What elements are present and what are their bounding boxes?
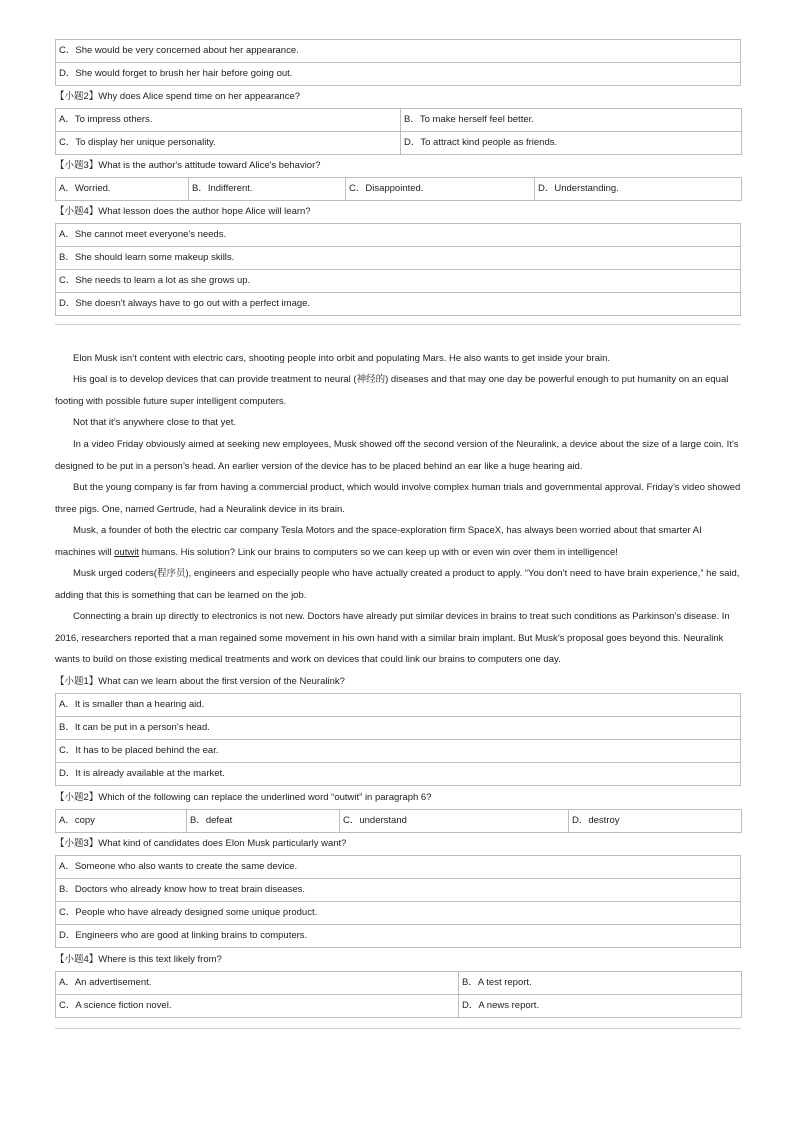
option-b[interactable]: B．defeat xyxy=(187,810,340,833)
option-a[interactable]: A．Someone who also wants to create the same device. xyxy=(56,856,741,879)
option-b[interactable]: B．It can be put in a person’s head. xyxy=(56,717,741,740)
s1-q3-options xyxy=(55,177,742,201)
s2-q3-options xyxy=(55,855,741,948)
option-row xyxy=(56,925,741,948)
option-row xyxy=(56,247,741,270)
option-row xyxy=(56,879,741,902)
option-row xyxy=(56,293,741,316)
option-d[interactable]: D．She would forget to brush her hair before going out. xyxy=(56,63,741,86)
option-c[interactable]: C．understand xyxy=(340,810,569,833)
passage-paragraph-2: His goal is to develop devices that can provide treatment to neural (神经的) diseases and that may one day be powerful enough to put humanity on an equal footing with possible future super intelligent computers. xyxy=(55,374,729,407)
s1-q4-options xyxy=(55,223,741,316)
passage-paragraph-5: But the young company is far from having a commercial product, which would involve complex human trials and governmental approval. Friday’s video showed three pigs. One, named Gertrude, had a Neuralink device in its brain. xyxy=(55,482,741,515)
option-row xyxy=(56,972,742,995)
option-c[interactable]: C．She needs to learn a lot as she grows up. xyxy=(56,270,741,293)
option-d[interactable]: D．She doesn't always have to go out with a perfect image. xyxy=(56,293,741,316)
option-row xyxy=(56,995,742,1018)
s2-q4-options xyxy=(55,971,742,1018)
option-a[interactable]: A．She cannot meet everyone's needs. xyxy=(56,224,741,247)
option-row xyxy=(56,178,742,201)
option-c[interactable]: C．She would be very concerned about her appearance. xyxy=(56,40,741,63)
section-divider xyxy=(55,324,741,325)
option-row xyxy=(56,270,741,293)
option-a[interactable]: A．To impress others. xyxy=(56,109,401,132)
option-a[interactable]: A．Worried. xyxy=(56,178,189,201)
s1-q1-options xyxy=(55,39,741,86)
option-a[interactable]: A．It is smaller than a hearing aid. xyxy=(56,694,741,717)
option-row xyxy=(56,856,741,879)
option-a[interactable]: A．An advertisement. xyxy=(56,972,459,995)
option-b[interactable]: B．A test report. xyxy=(459,972,742,995)
passage-paragraph-4: In a video Friday obviously aimed at seeking new employees, Musk showed off the second version of the Neuralink, a device about the size of a large coin. It’s designed to be put in a person’s head. An earlier version of the device has to be placed behind an ear like a huge hearing aid. xyxy=(55,439,739,472)
option-d[interactable]: D．Engineers who are good at linking brains to computers. xyxy=(56,925,741,948)
s2-q1-question: 【小题1】What can we learn about the first version of the Neuralink? xyxy=(55,676,345,687)
option-row xyxy=(56,694,741,717)
option-row xyxy=(56,109,742,132)
section-divider xyxy=(55,1028,741,1029)
option-d[interactable]: D．To attract kind people as friends. xyxy=(401,132,742,155)
s2-q2-options xyxy=(55,809,742,833)
option-c[interactable]: C．People who have already designed some unique product. xyxy=(56,902,741,925)
s2-q1-options xyxy=(55,693,741,786)
s2-q3-question: 【小题3】What kind of candidates does Elon Musk particularly want? xyxy=(55,838,347,849)
s1-q4-question: 【小题4】What lesson does the author hope Alice will learn? xyxy=(55,206,311,217)
s2-q2-question: 【小题2】Which of the following can replace the underlined word “outwit” in paragraph 6? xyxy=(55,792,432,803)
option-c[interactable]: C．Disappointed. xyxy=(346,178,535,201)
option-row xyxy=(56,40,741,63)
option-d[interactable]: D．Understanding. xyxy=(535,178,742,201)
option-d[interactable]: D．destroy xyxy=(569,810,742,833)
underlined-word-outwit: outwit xyxy=(114,546,139,558)
option-row xyxy=(56,717,741,740)
option-row xyxy=(56,763,741,786)
option-b[interactable]: B．She should learn some makeup skills. xyxy=(56,247,741,270)
option-b[interactable]: B．Doctors who already know how to treat brain diseases. xyxy=(56,879,741,902)
passage-paragraph-3: Not that it’s anywhere close to that yet. xyxy=(73,417,236,428)
option-row xyxy=(56,63,741,86)
option-b[interactable]: B．Indifferent. xyxy=(189,178,346,201)
p6-text-before: Musk, a founder of both the electric car company Tesla Motors and the space-exploration firm SpaceX, has always been worried about that smarter AI machines will xyxy=(55,525,702,558)
option-row xyxy=(56,740,741,763)
passage-paragraph-8: Connecting a brain up directly to electronics is not new. Doctors have already put similar devices in brains to treat such conditions as Parkinson’s disease. In 2016, researchers reported that a man regained some movement in his own hand with a similar brain implant. But Musk’s proposal goes beyond this. Neuralink wants to build on those existing medical treatments and work on devices that could link our brains to computers one day. xyxy=(55,611,730,666)
s2-q4-question: 【小题4】Where is this text likely from? xyxy=(55,954,222,965)
option-b[interactable]: B．To make herself feel better. xyxy=(401,109,742,132)
passage-paragraph-6 xyxy=(55,520,741,563)
option-c[interactable]: C．To display her unique personality. xyxy=(56,132,401,155)
s1-q3-question: 【小题3】What is the author's attitude toward Alice's behavior? xyxy=(55,160,321,171)
option-c[interactable]: C．It has to be placed behind the ear. xyxy=(56,740,741,763)
s1-q2-options xyxy=(55,108,742,155)
passage-paragraph-1: Elon Musk isn’t content with electric cars, shooting people into orbit and populating Mars. He also wants to get inside your brain. xyxy=(73,353,611,364)
option-c[interactable]: C．A science fiction novel. xyxy=(56,995,459,1018)
option-a[interactable]: A．copy xyxy=(56,810,187,833)
p6-text-after: humans. His solution? Link our brains to computers so we can keep up with or even win over them in intelligence! xyxy=(138,546,618,558)
option-row xyxy=(56,132,742,155)
passage-paragraph-7: Musk urged coders(程序员), engineers and especially people who have actually created a product to apply. “You don’t need to have brain experience,” he said, adding that this is something that can be learned on the job. xyxy=(55,568,740,601)
option-d[interactable]: D．A news report. xyxy=(459,995,742,1018)
option-row xyxy=(56,810,742,833)
option-d[interactable]: D．It is already available at the market. xyxy=(56,763,741,786)
option-row xyxy=(56,902,741,925)
option-row xyxy=(56,224,741,247)
s1-q2-question: 【小题2】Why does Alice spend time on her appearance? xyxy=(55,91,301,102)
